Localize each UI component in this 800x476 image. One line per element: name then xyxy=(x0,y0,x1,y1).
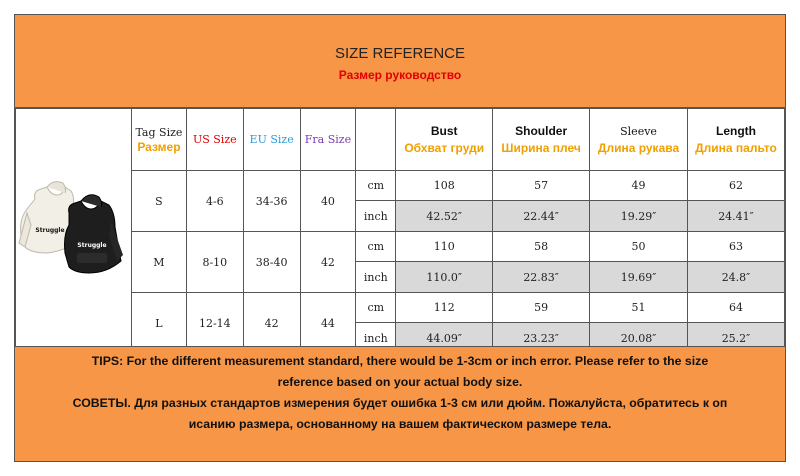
unit-cell: cm xyxy=(356,232,396,262)
sleeve-header: Sleeve Длина рукава xyxy=(590,109,688,171)
tag-size-cell: S xyxy=(131,171,186,232)
bust-cell: 42.52″ xyxy=(396,201,493,232)
chart-title: SIZE REFERENCE xyxy=(334,45,466,62)
sleeve-cell: 19.69″ xyxy=(590,262,688,293)
fra-size-cell: 44 xyxy=(300,293,356,354)
shoulder-header: Shoulder Ширина плеч xyxy=(493,109,590,171)
shoulder-cell: 22.44″ xyxy=(493,201,590,232)
bust-cell: 110.0″ xyxy=(396,262,493,293)
shoulder-cell: 58 xyxy=(493,232,590,262)
shoulder-cell: 22.83″ xyxy=(493,262,590,293)
table-row xyxy=(16,232,785,262)
length-cell: 62 xyxy=(687,171,784,201)
shoulder-cell: 59 xyxy=(493,293,590,323)
unit-cell: cm xyxy=(356,171,396,201)
fra-size-header: Fra Size xyxy=(300,109,356,171)
length-cell: 25.2″ xyxy=(687,323,784,354)
sleeve-cell: 51 xyxy=(590,293,688,323)
table-row xyxy=(16,171,785,201)
sleeve-cell: 50 xyxy=(590,232,688,262)
tag-size-cell: L xyxy=(131,293,186,354)
sleeve-cell: 49 xyxy=(590,171,688,201)
tips-ru-line-1: СОВЕТЫ. Для разных стандартов измерения будет ошибка 1-3 см или дюйм. Пожалуйста, обратитесь к оп xyxy=(72,396,728,410)
length-header: Length Длина пальто xyxy=(687,109,784,171)
chart-header xyxy=(15,15,785,108)
sleeve-cell: 19.29″ xyxy=(590,201,688,232)
bust-cell: 108 xyxy=(396,171,493,201)
size-chart xyxy=(14,14,786,462)
eu-size-cell: 42 xyxy=(243,293,300,354)
bust-cell: 44.09″ xyxy=(396,323,493,354)
length-cell: 63 xyxy=(687,232,784,262)
svg-text:Struggle: Struggle xyxy=(77,241,108,249)
table-row xyxy=(16,293,785,323)
bust-header: Bust Обхват груди xyxy=(396,109,493,171)
eu-size-cell: 34-36 xyxy=(243,171,300,232)
eu-size-cell: 38-40 xyxy=(243,232,300,293)
us-size-cell: 12-14 xyxy=(186,293,243,354)
tips-en-line-2: reference based on your actual body size. xyxy=(277,375,523,389)
fra-size-cell: 42 xyxy=(300,232,356,293)
shoulder-cell: 23.23″ xyxy=(493,323,590,354)
us-size-cell: 4-6 xyxy=(186,171,243,232)
tips-en-line-1: TIPS: For the different measurement standard, there would be 1-3cm or inch error. Please refer to the size xyxy=(91,354,709,368)
fra-size-cell: 40 xyxy=(300,171,356,232)
unit-cell: inch xyxy=(356,262,396,293)
svg-text:Struggle: Struggle xyxy=(35,226,66,234)
tag-size-cell: M xyxy=(131,232,186,293)
tips-ru-line-2: исанию размера, основанному на вашем фактическом размере тела. xyxy=(188,417,612,431)
length-cell: 24.41″ xyxy=(687,201,784,232)
table-header-row xyxy=(16,109,785,171)
unit-cell: cm xyxy=(356,293,396,323)
unit-cell: inch xyxy=(356,323,396,354)
tag-size-header: Tag Size Размер xyxy=(131,109,186,171)
size-table xyxy=(15,108,785,354)
sleeve-cell: 20.08″ xyxy=(590,323,688,354)
chart-subtitle: Размер руководство xyxy=(338,68,462,82)
tips-box xyxy=(15,346,785,461)
shoulder-cell: 57 xyxy=(493,171,590,201)
us-size-header: US Size xyxy=(186,109,243,171)
bust-cell: 112 xyxy=(396,293,493,323)
us-size-cell: 8-10 xyxy=(186,232,243,293)
unit-cell: inch xyxy=(356,201,396,232)
unit-header xyxy=(356,109,396,171)
product-photo-cell xyxy=(16,109,132,354)
length-cell: 64 xyxy=(687,293,784,323)
black-hoodie-icon xyxy=(65,194,124,272)
eu-size-header: EU Size xyxy=(243,109,300,171)
length-cell: 24.8″ xyxy=(687,262,784,293)
hoodie-product-image xyxy=(17,169,129,289)
bust-cell: 110 xyxy=(396,232,493,262)
